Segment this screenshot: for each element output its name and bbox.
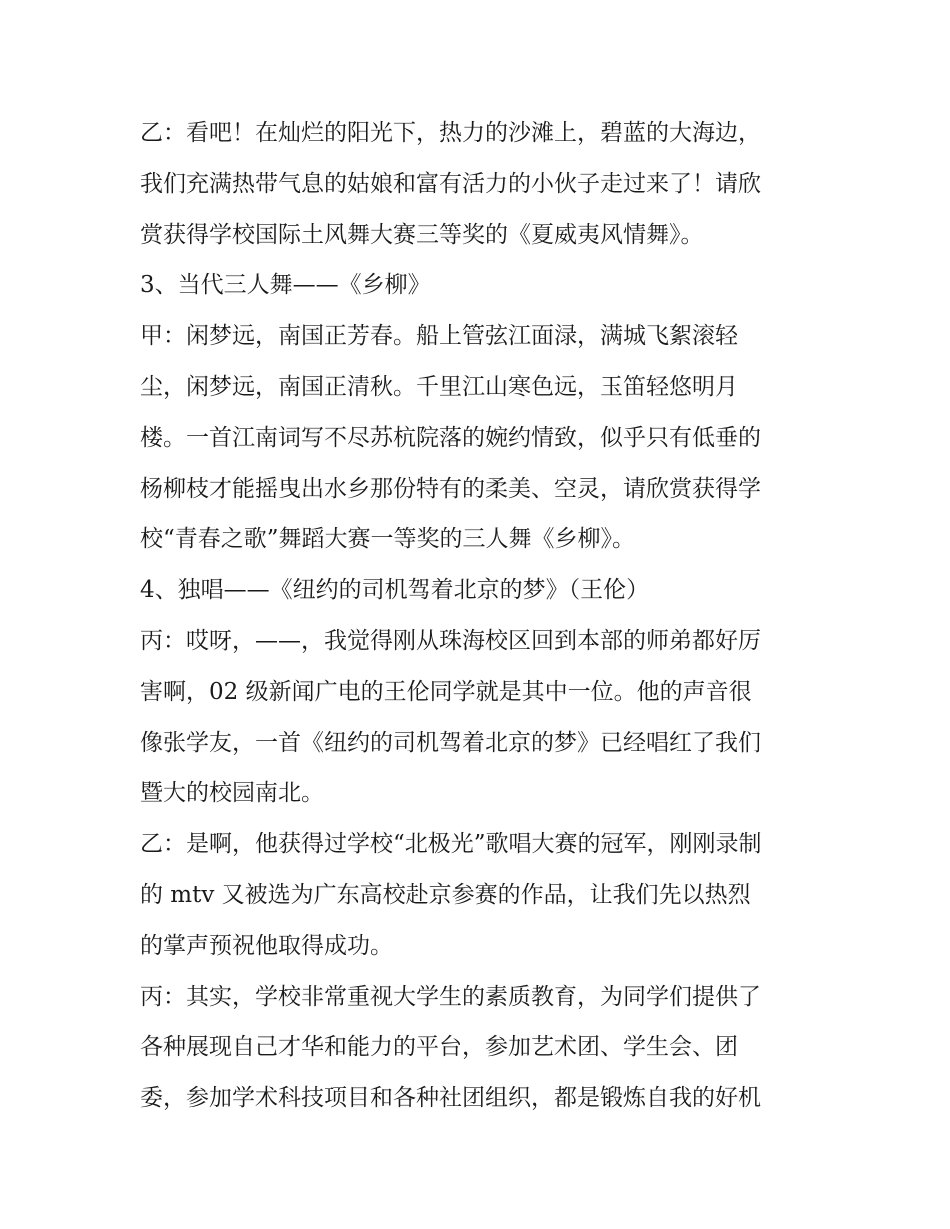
text-line: 校“青春之歌”舞蹈大赛一等奖的三人舞《乡柳》。 <box>140 526 636 553</box>
text-line: 赏获得学校国际土风舞大赛三等奖的《夏威夷风情舞》。 <box>140 221 704 248</box>
text-line: 的 mtv 又被选为广东高校赴京参赛的作品，让我们先以热烈 <box>140 881 751 908</box>
text-line: 像张学友，一首《纽约的司机驾着北京的梦》已经唱红了我们 <box>140 729 761 756</box>
text-line: 害啊，02 级新闻广电的王伦同学就是其中一位。他的声音很 <box>140 678 752 705</box>
section-heading: 3、当代三人舞——《乡柳》 <box>140 272 431 299</box>
text-line: 暨大的校园南北。 <box>140 780 324 807</box>
document-body <box>140 108 820 1124</box>
text-line: 乙：看吧！在灿烂的阳光下，热力的沙滩上，碧蓝的大海边， <box>140 120 761 146</box>
text-line: 委，参加学术科技项目和各种社团组织，都是锻炼自我的好机 <box>140 1085 761 1112</box>
text-line: 尘，闲梦远，南国正清秋。千里江山寒色远，玉笛轻悠明月 <box>140 373 738 400</box>
text-line: 乙：是啊，他获得过学校“北极光”歌唱大赛的冠军，刚刚录制 <box>140 831 762 858</box>
text-line: 我们充满热带气息的姑娘和富有活力的小伙子走过来了！请欣 <box>140 170 761 197</box>
text-line: 的掌声预祝他取得成功。 <box>140 932 393 959</box>
text-line: 杨柳枝才能摇曳出水乡那份特有的柔美、空灵，请欣赏获得学 <box>140 475 761 502</box>
text-line: 丙：哎呀，——，我觉得刚从珠海校区回到本部的师弟都好厉 <box>140 627 761 654</box>
section-heading: 4、独唱——《纽约的司机驾着北京的梦》（王伦） <box>140 577 650 604</box>
text-line: 各种展现自己才华和能力的平台，参加艺术团、学生会、团 <box>140 1034 738 1061</box>
text-line: 甲：闲梦远，南国正芳春。船上管弦江面渌，满城飞絮滚轻 <box>140 323 738 350</box>
text-line: 丙：其实，学校非常重视大学生的素质教育，为同学们提供了 <box>140 983 761 1010</box>
text-line: 楼。一首江南词写不尽苏杭院落的婉约情致，似乎只有低垂的 <box>140 424 761 451</box>
